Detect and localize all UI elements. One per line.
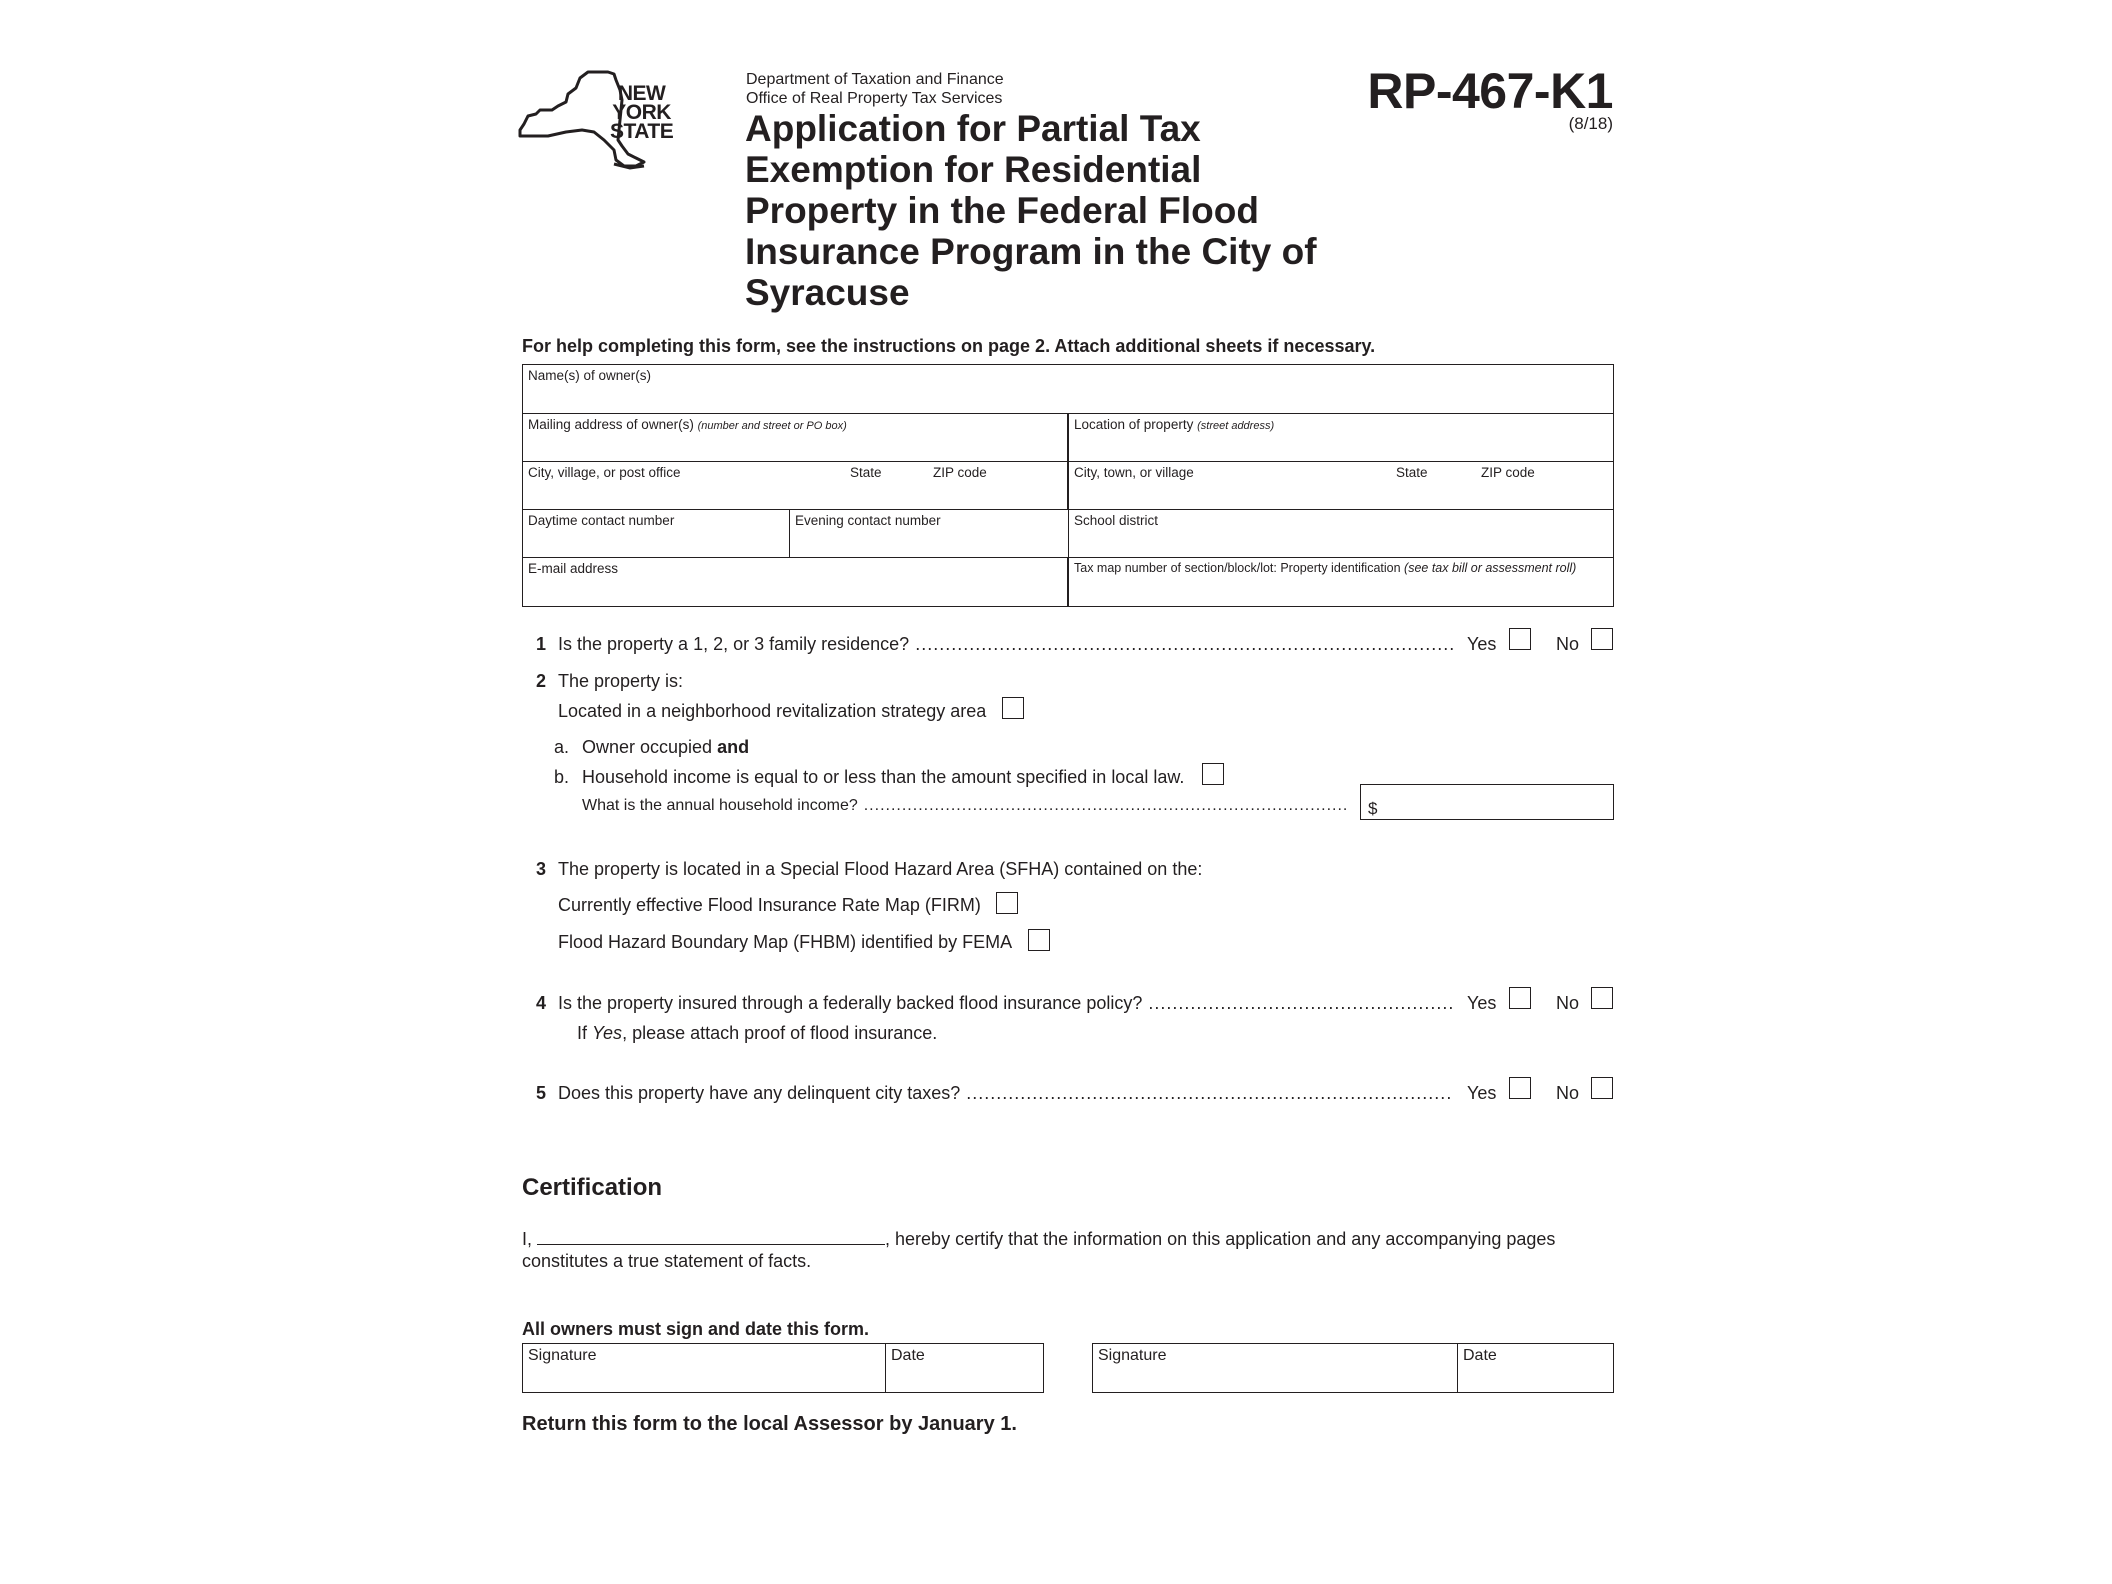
question-5-no-checkbox[interactable] bbox=[1591, 1077, 1613, 1099]
logo-word-york: YORK bbox=[612, 101, 671, 124]
date-label: Date bbox=[891, 1347, 925, 1364]
question-1-text: Is the property a 1, 2, or 3 family residence? bbox=[558, 634, 910, 654]
dot-leader bbox=[864, 797, 1346, 815]
note-yes: Yes bbox=[592, 1023, 623, 1043]
question-number: 5 bbox=[536, 1083, 547, 1103]
and-text: and bbox=[717, 737, 750, 757]
property-location-field[interactable] bbox=[1068, 413, 1614, 462]
firm-label: Currently effective Flood Insurance Rate Map (FIRM) bbox=[558, 895, 981, 915]
new-york-state-logo bbox=[518, 70, 688, 174]
firm-checkbox[interactable] bbox=[996, 892, 1018, 914]
mailing-state-label: State bbox=[850, 465, 882, 480]
question-1 bbox=[522, 634, 1614, 658]
household-income-label: Household income is equal to or less than the amount specified in local law. bbox=[582, 767, 1185, 787]
yes-label: Yes bbox=[1467, 993, 1497, 1013]
question-4-yes-checkbox[interactable] bbox=[1509, 987, 1531, 1009]
property-zip-label: ZIP code bbox=[1481, 465, 1535, 480]
note-suffix: , please attach proof of flood insurance. bbox=[622, 1023, 938, 1043]
property-city-field[interactable] bbox=[1068, 461, 1614, 510]
annual-income-row bbox=[582, 797, 1352, 815]
evening-phone-label: Evening contact number bbox=[795, 513, 941, 528]
form-revision: (8/18) bbox=[1568, 114, 1613, 133]
evening-phone-field[interactable] bbox=[789, 509, 1069, 558]
question-4-text-row bbox=[558, 993, 1459, 1014]
date-field-2[interactable] bbox=[1458, 1344, 1613, 1392]
property-state-label: State bbox=[1396, 465, 1428, 480]
date-field-1[interactable] bbox=[886, 1344, 1043, 1392]
tax-map-number-field[interactable] bbox=[1068, 557, 1614, 607]
item-letter-a: a. bbox=[554, 737, 570, 757]
yes-label: Yes bbox=[1467, 1083, 1497, 1103]
property-city-label: City, town, or village bbox=[1074, 465, 1194, 480]
logo-word-new: NEW bbox=[617, 82, 666, 105]
certification-text: , hereby certify that the information on this application and any accompanying pages constitutes a true statement of facts. bbox=[522, 1229, 1556, 1271]
property-location-label: Location of property bbox=[1074, 417, 1194, 432]
question-4-text: Is the property insured through a federally backed flood insurance policy? bbox=[558, 993, 1143, 1013]
signature-field-2[interactable] bbox=[1093, 1344, 1458, 1392]
all-owners-sign-note: All owners must sign and date this form. bbox=[522, 1319, 870, 1339]
question-3 bbox=[522, 859, 1614, 959]
question-4 bbox=[522, 993, 1614, 1017]
signature-label: Signature bbox=[528, 1347, 597, 1364]
tax-map-note: (see tax bill or assessment roll) bbox=[1404, 561, 1577, 575]
logo-word-state: STATE bbox=[610, 120, 674, 143]
certification-prefix: I, bbox=[522, 1229, 533, 1249]
form-title: Application for Partial Tax Exemption for Residential Property in the Federal Flood Insurance Program in the City of Syracuse bbox=[745, 108, 1317, 313]
certification-heading: Certification bbox=[522, 1174, 663, 1201]
question-4-note bbox=[577, 1023, 937, 1044]
question-number: 3 bbox=[536, 859, 547, 879]
question-number: 1 bbox=[536, 634, 547, 654]
question-2-text: The property is: bbox=[558, 671, 684, 691]
mailing-city-field[interactable] bbox=[522, 461, 1068, 510]
question-number: 2 bbox=[536, 671, 547, 691]
certification-statement bbox=[522, 1228, 1614, 1272]
question-3-text: The property is located in a Special Flood Hazard Area (SFHA) contained on the: bbox=[558, 859, 1203, 879]
owner-occupied-label bbox=[582, 737, 749, 758]
question-1-no-checkbox[interactable] bbox=[1591, 628, 1613, 650]
no-label: No bbox=[1556, 634, 1580, 654]
question-1-text-row bbox=[558, 634, 1459, 655]
dot-leader bbox=[1148, 993, 1453, 1014]
owner-occupied-text: Owner occupied bbox=[582, 737, 713, 757]
office-name: Office of Real Property Tax Services bbox=[746, 90, 1003, 107]
question-number: 4 bbox=[536, 993, 547, 1013]
certifier-name-field[interactable] bbox=[537, 1228, 885, 1245]
dot-leader bbox=[966, 1083, 1453, 1104]
no-label: No bbox=[1556, 1083, 1580, 1103]
date-label: Date bbox=[1463, 1347, 1497, 1364]
school-district-label: School district bbox=[1074, 513, 1159, 528]
owner-names-label: Name(s) of owner(s) bbox=[528, 368, 652, 383]
household-income-checkbox[interactable] bbox=[1202, 763, 1224, 785]
department-header bbox=[746, 70, 1004, 108]
mailing-address-field[interactable] bbox=[522, 413, 1068, 462]
mailing-address-note: (number and street or PO box) bbox=[697, 420, 847, 432]
annual-income-field[interactable] bbox=[1360, 784, 1614, 820]
signature-block-2 bbox=[1092, 1343, 1614, 1393]
nrsa-checkbox[interactable] bbox=[1002, 697, 1024, 719]
annual-income-question: What is the annual household income? bbox=[582, 797, 858, 814]
question-5-yes-checkbox[interactable] bbox=[1509, 1077, 1531, 1099]
signature-field-1[interactable] bbox=[523, 1344, 886, 1392]
tax-map-label: Tax map number of section/block/lot: Property identification bbox=[1074, 561, 1401, 575]
mailing-zip-label: ZIP code bbox=[933, 465, 987, 480]
no-label: No bbox=[1556, 993, 1580, 1013]
nrsa-label: Located in a neighborhood revitalization strategy area bbox=[558, 701, 987, 721]
daytime-phone-field[interactable] bbox=[522, 509, 790, 558]
school-district-field[interactable] bbox=[1068, 509, 1614, 558]
signature-block-1 bbox=[522, 1343, 1044, 1393]
fhbm-checkbox[interactable] bbox=[1028, 929, 1050, 951]
return-instructions: Return this form to the local Assessor by January 1. bbox=[522, 1413, 1017, 1435]
yes-label: Yes bbox=[1467, 634, 1497, 654]
help-instructions: For help completing this form, see the instructions on page 2. Attach additional sheets if necessary. bbox=[522, 336, 1376, 356]
note-prefix: If bbox=[577, 1023, 588, 1043]
question-5-text: Does this property have any delinquent city taxes? bbox=[558, 1083, 961, 1103]
mailing-address-label: Mailing address of owner(s) bbox=[528, 417, 694, 432]
department-name: Department of Taxation and Finance bbox=[746, 71, 1004, 88]
dot-leader bbox=[915, 634, 1453, 655]
item-letter-b: b. bbox=[554, 767, 570, 787]
question-5 bbox=[522, 1083, 1614, 1107]
owner-info-grid bbox=[522, 364, 1614, 607]
currency-symbol: $ bbox=[1368, 799, 1378, 818]
signature-label: Signature bbox=[1098, 1347, 1167, 1364]
question-5-text-row bbox=[558, 1083, 1459, 1104]
property-location-note: (street address) bbox=[1197, 420, 1275, 432]
question-4-no-checkbox[interactable] bbox=[1591, 987, 1613, 1009]
question-1-yes-checkbox[interactable] bbox=[1509, 628, 1531, 650]
email-label: E-mail address bbox=[528, 561, 619, 576]
email-field[interactable] bbox=[522, 557, 1068, 607]
mailing-city-label: City, village, or post office bbox=[528, 465, 681, 480]
fhbm-label: Flood Hazard Boundary Map (FHBM) identified by FEMA bbox=[558, 932, 1013, 952]
daytime-phone-label: Daytime contact number bbox=[528, 513, 675, 528]
owner-names-field[interactable] bbox=[522, 364, 1614, 414]
form-number: RP-467-K1 bbox=[1367, 63, 1613, 119]
